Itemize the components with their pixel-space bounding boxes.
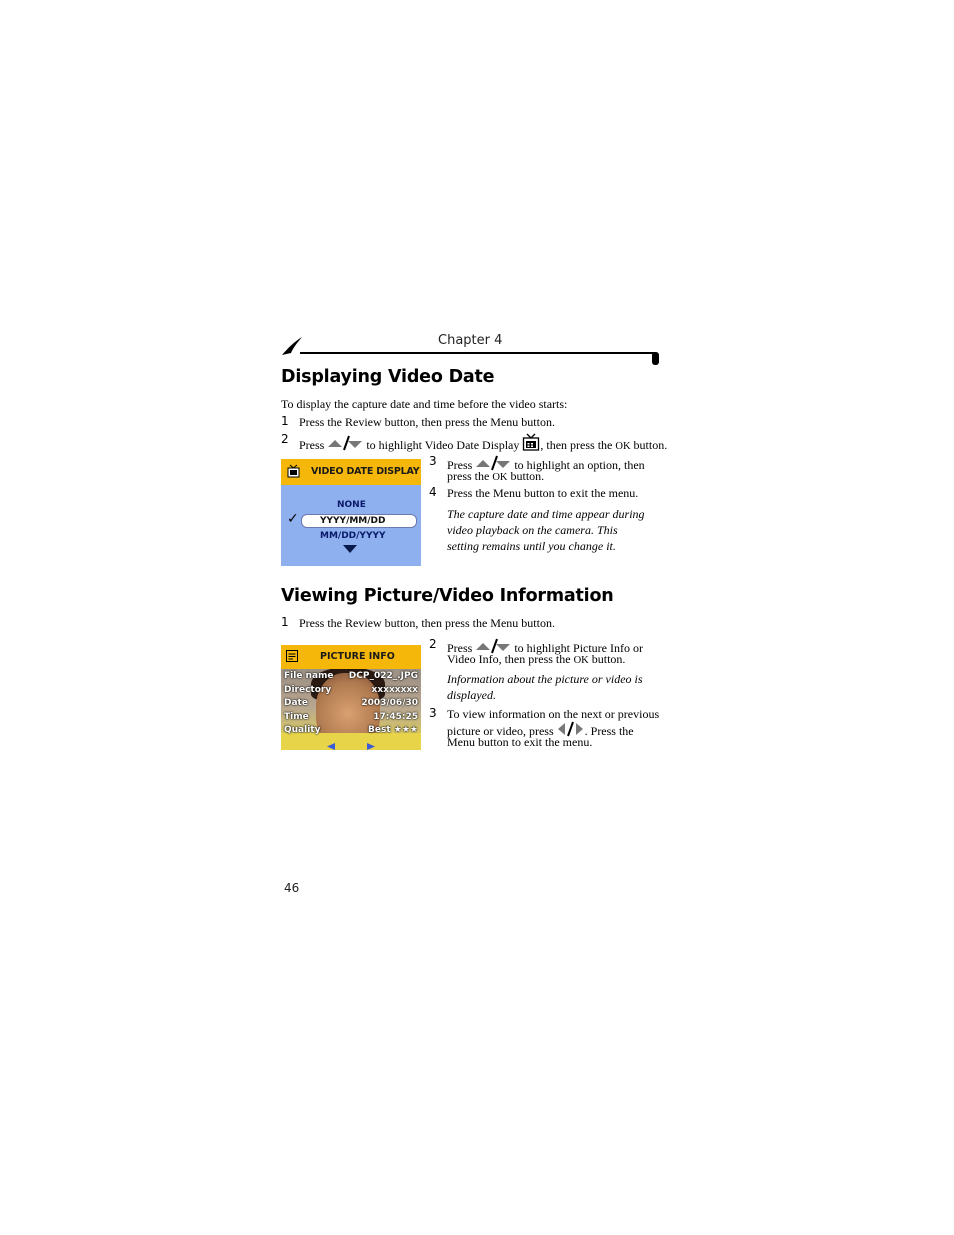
info-row: File name DCP_022_.JPG	[284, 671, 418, 681]
prev-arrow-icon	[327, 743, 335, 750]
info-row: Date 2003/06/30	[284, 698, 418, 708]
page-number: 46	[284, 881, 300, 895]
note-line: Information about the picture or video is	[447, 672, 643, 686]
screen-title: PICTURE INFO	[320, 651, 395, 662]
step-number: 3	[429, 454, 437, 468]
step-number: 1	[281, 414, 289, 428]
picture-info-screen	[281, 645, 421, 750]
screen-header	[281, 459, 421, 485]
intro-text: To display the capture date and time before the video starts:	[281, 397, 568, 411]
chapter-label: Chapter 4	[438, 333, 503, 348]
option-yyyy-mm-dd: YYYY/MM/DD	[320, 516, 386, 526]
step-text: Press to highlight Video Date Display , then press the OK button.	[299, 433, 667, 454]
step-text: Press to highlight Picture Info or	[447, 638, 643, 655]
note-line: setting remains until you change it.	[447, 539, 616, 553]
step-text-continued: Menu button to exit the menu.	[447, 735, 593, 749]
header-rule	[300, 352, 655, 354]
note-line: video playback on the camera. This	[447, 523, 618, 537]
option-mm-dd-yyyy: MM/DD/YYYY	[320, 531, 386, 541]
note-line: displayed.	[447, 688, 496, 702]
video-date-display-screen	[281, 459, 421, 566]
info-row: Time 17:45:25	[284, 712, 418, 722]
step-text: To view information on the next or previous	[447, 707, 660, 721]
step-number: 4	[429, 485, 437, 499]
info-row: Directory xxxxxxxx	[284, 685, 418, 695]
up-down-arrows-icon	[327, 435, 363, 451]
step-text-continued: picture or video, press . Press the	[447, 721, 634, 738]
section-title-picture-info: Viewing Picture/Video Information	[281, 586, 614, 606]
screen-title: VIDEO DATE DISPLAY	[311, 466, 420, 477]
step-number: 1	[281, 615, 289, 629]
video-date-icon	[287, 464, 300, 478]
step-number: 3	[429, 706, 437, 720]
step-text-continued: Video Info, then press the OK button.	[447, 652, 626, 666]
checkmark-icon: ✓	[287, 511, 299, 527]
photo-subject-shirt	[281, 733, 421, 750]
header-rule-end	[652, 352, 659, 365]
step-text: Press to highlight an option, then	[447, 455, 645, 472]
next-arrow-icon	[367, 743, 375, 750]
step-number: 2	[281, 432, 289, 446]
step-number: 2	[429, 637, 437, 651]
note-line: The capture date and time appear during	[447, 507, 645, 521]
scroll-down-arrow-icon	[343, 545, 357, 553]
info-row: Quality Best ★★★	[284, 725, 418, 735]
step-text-continued: press the OK button.	[447, 469, 545, 483]
video-date-icon	[522, 433, 540, 451]
picture-info-icon	[286, 650, 298, 662]
step-text: Press the Review button, then press the Menu button.	[299, 616, 555, 630]
screen-header	[281, 645, 421, 669]
option-none: NONE	[337, 500, 366, 510]
section-title-video-date: Displaying Video Date	[281, 367, 495, 387]
step-text: Press the Review button, then press the Menu button.	[299, 415, 555, 429]
step-text: Press the Menu button to exit the menu.	[447, 486, 639, 500]
